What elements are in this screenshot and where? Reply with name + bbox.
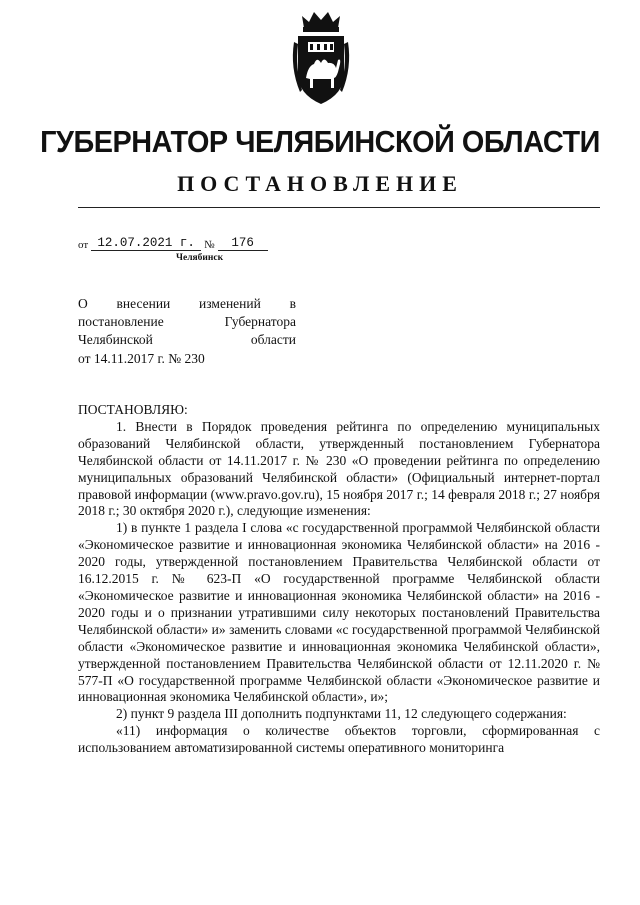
document-number: 176	[218, 236, 268, 251]
body-paragraph: 2) пункт 9 раздела III дополнить подпунктами 11, 12 следующего содержания:	[116, 706, 567, 722]
body-paragraph: 1) в пункте 1 раздела I слова «с государственной программой Челябинской области «Экономическое развитие и инновационная экономика Челябинской области» на 2016 - 2020 годы, утвержденной постановлением Правительства Челябинской области от 16.12.2015 г. № 623-П «О государственной программе Челябинской области «Экономическое развитие и инновационная экономика Челябинской области» на 2016 - 2020 годы и о признании утратившими силу некоторых постановлений Правительства Челябинской области» и» заменить словами «с государственной программой Челябинской области «Экономическое развитие и инновационная экономика Челябинской области», утвержденной постановлением Правительства Челябинской области от 12.11.2020 г. № 577-П «О государственной программе Челябинской области «Экономическое развитие и инновационная экономика Челябинской области», и»;	[78, 520, 600, 705]
subject-line: Челябинской области	[78, 332, 296, 348]
document-body	[78, 402, 600, 757]
subject-line: постановление Губернатора	[78, 314, 296, 330]
subject-line: от 14.11.2017 г. № 230	[78, 350, 205, 366]
resolution-heading: ПОСТАНОВЛЯЮ:	[78, 402, 188, 417]
number-label: №	[204, 239, 215, 251]
subject-line: О внесении изменений в	[78, 296, 296, 311]
date-from-label: от	[78, 239, 89, 251]
document-subject	[78, 295, 296, 368]
chelyabinsk-coat-of-arms-icon	[290, 8, 352, 108]
document-type-title: ПОСТАНОВЛЕНИЕ	[177, 171, 463, 196]
header-divider	[78, 207, 600, 208]
body-paragraph: 1. Внести в Порядок проведения рейтинга по определению муниципальных образований Челябинской области, утвержденный постановлением Губернатора Челябинской области от 14.11.2017 г. № 230 «О проведении рейтинга по определению муниципальных образований Челябинской области» (Официальный интернет-портал правовой информации (www.pravo.gov.ru), 15 ноября 2017 г.; 14 февраля 2018 г.; 27 ноября 2018 г.; 30 октября 2020 г.), следующие изменения:	[78, 418, 600, 519]
document-date: 12.07.2021 г.	[91, 236, 201, 251]
governor-title: ГУБЕРНАТОР ЧЕЛЯБИНСКОЙ ОБЛАСТИ	[40, 124, 600, 159]
dateline	[78, 236, 271, 251]
city-name: Челябинск	[176, 253, 224, 263]
body-paragraph: «11) информация о количестве объектов торговли, сформированная с использованием автоматизированной системы оперативного мониторинга	[78, 723, 600, 756]
